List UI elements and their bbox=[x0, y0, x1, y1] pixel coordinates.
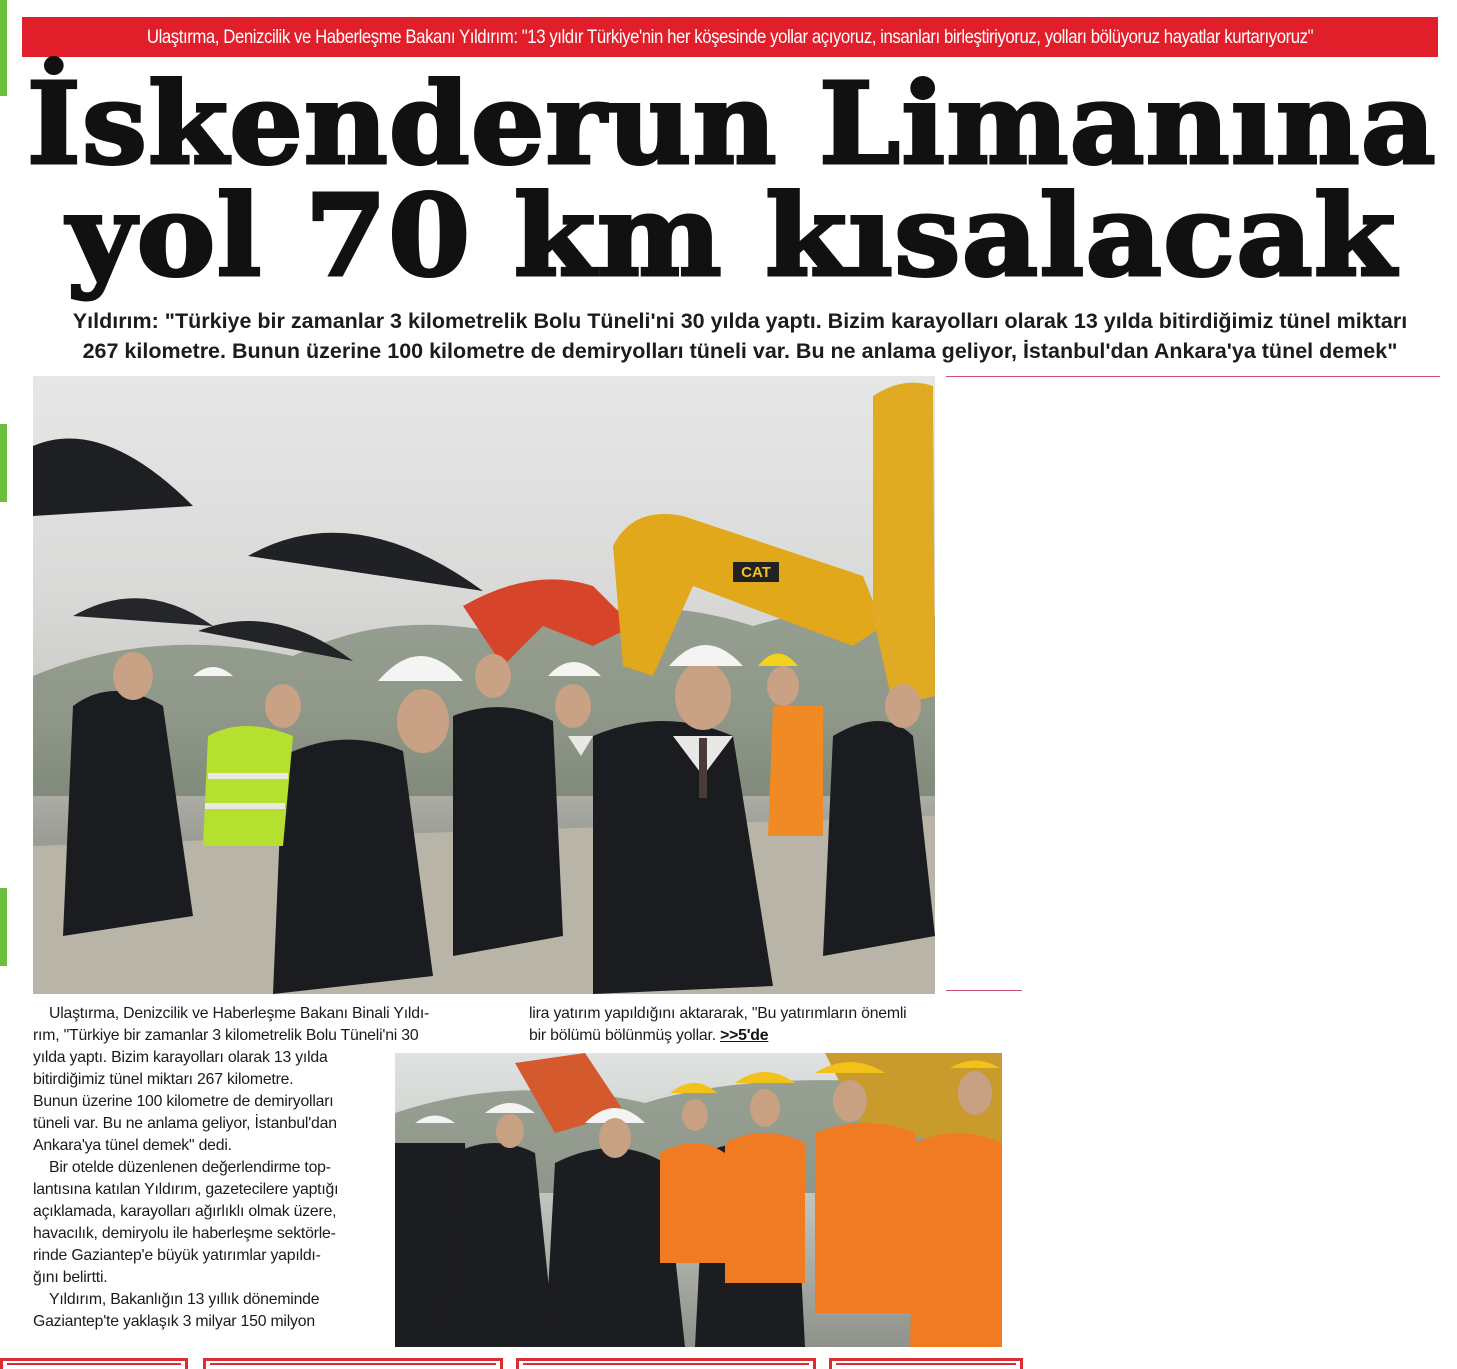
article-line: açıklamada, karayolları ağırlıklı olmak üzere, bbox=[33, 1203, 337, 1220]
continued-link[interactable]: >>5'de bbox=[720, 1027, 769, 1044]
article-right-column bbox=[529, 1003, 989, 1047]
article-line: havacılık, demiryolu ile haberleşme sektörle- bbox=[33, 1225, 336, 1242]
divider-rule bbox=[946, 990, 1022, 991]
main-photo-illustration bbox=[33, 376, 935, 994]
article-line: Ankara'ya tünel demek" dedi. bbox=[33, 1137, 232, 1154]
bottom-section-tab bbox=[0, 1358, 188, 1369]
main-photo bbox=[33, 376, 935, 994]
cat-label: CAT bbox=[741, 564, 771, 581]
article-line: lantısına katılan Yıldırım, gazetecilere yaptığı bbox=[33, 1181, 339, 1198]
top-banner bbox=[22, 17, 1438, 57]
article-left-column bbox=[33, 1003, 501, 1333]
article-line: yılda yaptı. Bizim karayolları olarak 13 yılda bbox=[33, 1049, 328, 1066]
article-line: Bunun üzerine 100 kilometre de demiryolları bbox=[33, 1093, 334, 1110]
article-line: Ulaştırma, Denizcilik ve Haberleşme Bakanı Binali Yıldı- bbox=[49, 1005, 430, 1022]
subheadline bbox=[40, 306, 1440, 366]
headline-text-2: yol 70 km kısalacak bbox=[67, 171, 1397, 302]
headline-line-2 bbox=[22, 171, 1442, 302]
edge-marker bbox=[0, 424, 7, 502]
edge-marker bbox=[0, 888, 7, 966]
article-line: Gaziantep'te yaklaşık 3 milyar 150 milyon bbox=[33, 1313, 315, 1330]
bottom-section-tab bbox=[829, 1358, 1023, 1369]
bottom-section-tab bbox=[516, 1358, 816, 1369]
divider-rule bbox=[946, 376, 1440, 377]
article-line: lira yatırım yapıldığını aktararak, "Bu yatırımların önemli bbox=[529, 1005, 907, 1022]
top-banner-text: Ulaştırma, Denizcilik ve Haberleşme Bakanı Yıldırım: "13 yıldır Türkiye'nin her köşesinde yollar açıyoruz, insanları birleştiriyoruz, yolları bölüyoruz hayatlar kurtarıyoruz" bbox=[146, 25, 1314, 48]
headline-line-1 bbox=[22, 59, 1442, 190]
edge-marker bbox=[0, 0, 7, 96]
article-line: bitirdiğimiz tünel miktarı 267 kilometre. bbox=[33, 1071, 294, 1088]
article-line: rım, "Türkiye bir zamanlar 3 kilometrelik Bolu Tüneli'ni 30 bbox=[33, 1027, 419, 1044]
subheadline-line-1: Yıldırım: "Türkiye bir zamanlar 3 kilometrelik Bolu Tüneli'ni 30 yılda yaptı. Bizim karayolları olarak 13 yılda bitirdiğimiz tünel miktarı bbox=[72, 309, 1408, 333]
article-line: rinde Gaziantep'e büyük yatırımlar yapıldı- bbox=[33, 1247, 321, 1264]
bottom-section-tab bbox=[203, 1358, 503, 1369]
headline-text-1: İskenderun Limanına bbox=[26, 59, 1437, 190]
article-line: bir bölümü bölünmüş yollar. >>5'de bbox=[529, 1027, 769, 1044]
article-line: ğını belirtti. bbox=[33, 1269, 108, 1286]
article-line: Yıldırım, Bakanlığın 13 yıllık döneminde bbox=[49, 1291, 320, 1308]
subheadline-line-2: 267 kilometre. Bunun üzerine 100 kilometre de demiryolları tüneli var. Bu ne anlama geliyor, İstanbul'dan Ankara'ya tünel demek" bbox=[82, 339, 1398, 363]
article-line: tüneli var. Bu ne anlama geliyor, İstanbul'dan bbox=[33, 1115, 337, 1132]
article-line: Bir otelde düzenlenen değerlendirme top- bbox=[49, 1159, 331, 1176]
